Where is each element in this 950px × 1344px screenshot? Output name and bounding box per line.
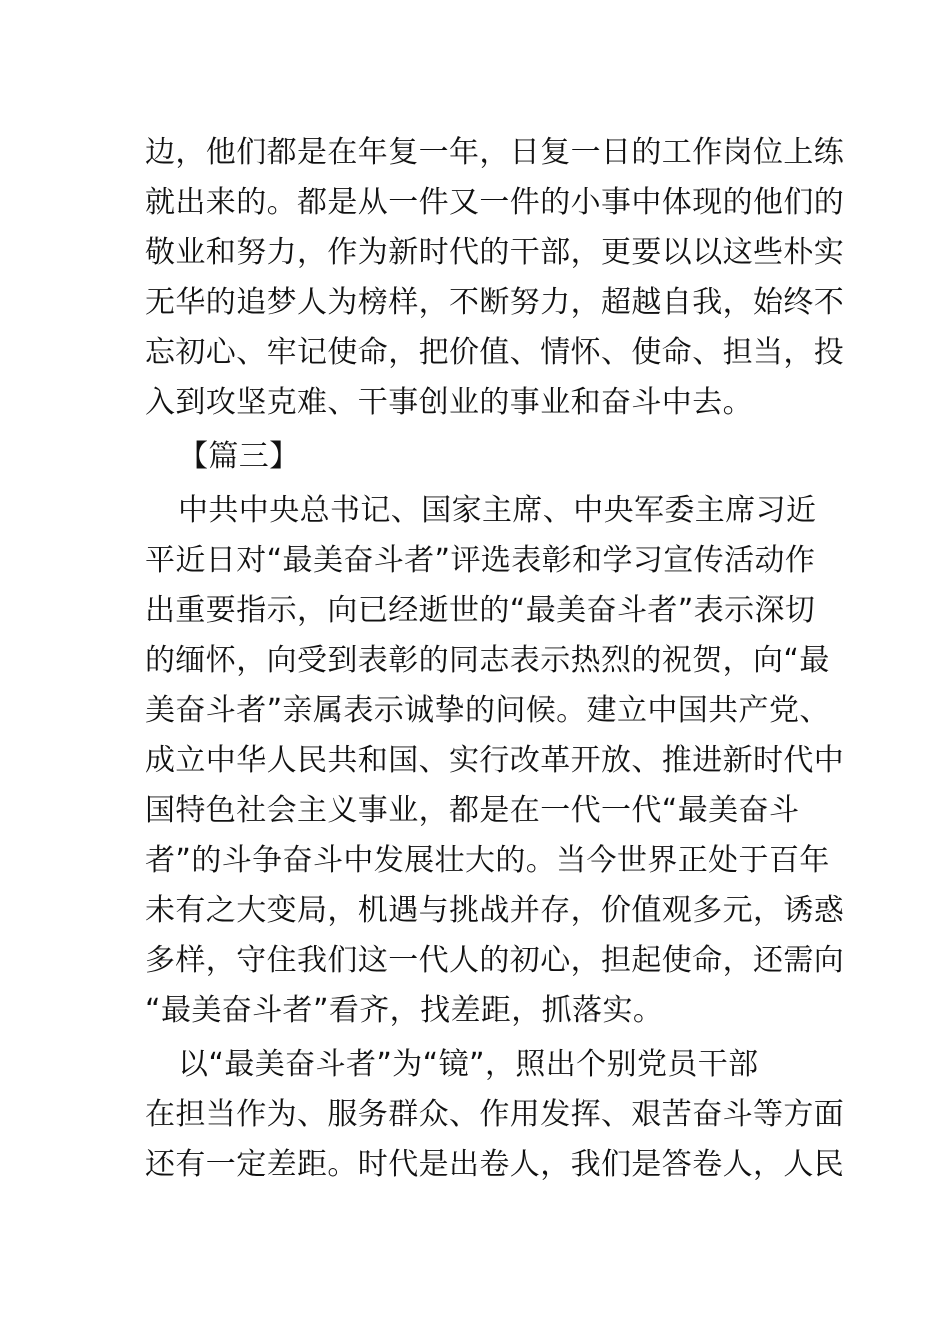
paragraph-line: 者”的斗争奋斗中发展壮大的。当今世界正处于百年 [145, 843, 830, 878]
paragraph-line: 中共中央总书记、国家主席、中央军委主席习近 [178, 493, 817, 528]
paragraph-line: 入到攻坚克难、干事创业的事业和奋斗中去。 [145, 385, 753, 420]
paragraph-line: 就出来的。都是从一件又一件的小事中体现的他们的 [145, 185, 845, 220]
paragraph-line: 多样，守住我们这一代人的初心，担起使命，还需向 [145, 943, 845, 978]
paragraph-line: 无华的追梦人为榜样，不断努力，超越自我，始终不 [145, 285, 845, 320]
paragraph-line: 忘初心、牢记使命，把价值、情怀、使命、担当，投 [145, 335, 845, 370]
paragraph-line: 美奋斗者”亲属表示诚挚的问候。建立中国共产党、 [145, 693, 830, 728]
paragraph-line: 成立中华人民共和国、实行改革开放、推进新时代中 [145, 743, 845, 778]
paragraph-line: 边，他们都是在年复一年，日复一日的工作岗位上练 [145, 135, 845, 170]
paragraph-line: 国特色社会主义事业，都是在一代一代“最美奋斗 [145, 793, 800, 828]
paragraph-line: 平近日对“最美奋斗者”评选表彰和学习宣传活动作 [145, 543, 816, 578]
paragraph-line: “最美奋斗者”看齐，找差距，抓落实。 [145, 993, 664, 1028]
paragraph-line: 以“最美奋斗者”为“镜”，照出个别党员干部 [178, 1047, 759, 1082]
paragraph-line: 还有一定差距。时代是出卷人，我们是答卷人，人民 [145, 1147, 845, 1182]
paragraph-line: 在担当作为、服务群众、作用发挥、艰苦奋斗等方面 [145, 1097, 845, 1132]
paragraph-line: 未有之大变局，机遇与挑战并存，价值观多元，诱惑 [145, 893, 845, 928]
paragraph-line: 的缅怀，向受到表彰的同志表示热烈的祝贺，向“最 [145, 643, 830, 678]
paragraph-line: 敬业和努力，作为新时代的干部，更要以以这些朴实 [145, 235, 845, 270]
section-heading: 【篇三】 [178, 439, 300, 474]
paragraph-line: 出重要指示，向已经逝世的“最美奋斗者”表示深切 [145, 593, 816, 628]
